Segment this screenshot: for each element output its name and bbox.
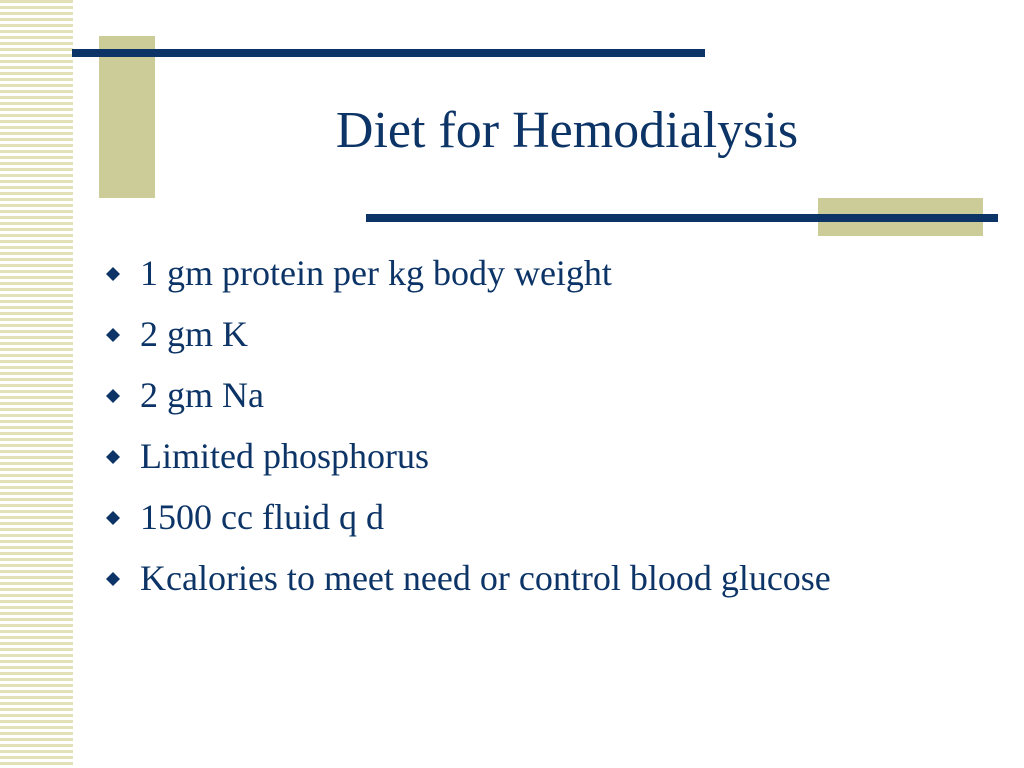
bullet-item bbox=[105, 371, 905, 419]
diamond-bullet-icon bbox=[105, 449, 121, 465]
accent-block-top bbox=[99, 36, 155, 198]
bullet-item bbox=[105, 310, 905, 358]
bullet-item bbox=[105, 432, 905, 480]
slide-title: Diet for Hemodialysis bbox=[335, 102, 799, 159]
bullet-text: 2 gm Na bbox=[140, 375, 264, 415]
bullet-item bbox=[105, 493, 905, 541]
bullet-list bbox=[105, 249, 905, 602]
bullet-text: 2 gm K bbox=[140, 314, 248, 354]
title-rule-top bbox=[72, 49, 705, 57]
bullet-text: Limited phosphorus bbox=[140, 436, 429, 476]
diamond-bullet-icon bbox=[105, 571, 121, 587]
bullet-text: Kcalories to meet need or control blood glucose bbox=[140, 558, 831, 598]
bullet-item bbox=[105, 554, 905, 602]
diamond-bullet-icon bbox=[105, 510, 121, 526]
left-stripe-decoration bbox=[0, 0, 73, 768]
diamond-bullet-icon bbox=[105, 327, 121, 343]
bullet-item bbox=[105, 249, 905, 297]
title-rule-bottom bbox=[366, 214, 998, 222]
bullet-text: 1 gm protein per kg body weight bbox=[140, 253, 612, 293]
diamond-bullet-icon bbox=[105, 388, 121, 404]
bullet-text: 1500 cc fluid q d bbox=[140, 497, 384, 537]
diamond-bullet-icon bbox=[105, 266, 121, 282]
